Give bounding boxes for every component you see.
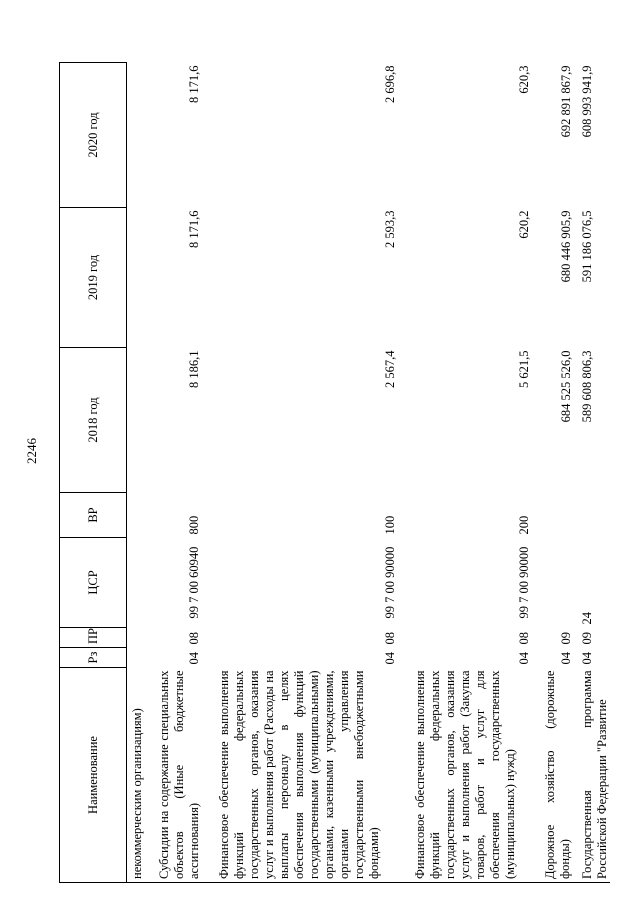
header-rz: Рз: [60, 648, 127, 668]
row-vr: [537, 493, 574, 538]
page-number: 2246: [24, 438, 39, 464]
header-vr: ВР: [60, 493, 127, 538]
header-csr: ЦСР: [60, 538, 127, 628]
row-rz: 04: [516, 652, 531, 665]
row-2018: 8 186,1: [186, 350, 201, 388]
row-csr: 99 7 00 90000: [382, 546, 397, 619]
table-row-continuation: [127, 63, 157, 883]
row-2018: 2 567,4: [382, 350, 397, 388]
row-2020: 620,3: [516, 65, 531, 94]
row-csr: 99 7 00 60940: [186, 546, 201, 619]
table-row: [537, 63, 574, 883]
row-csr: 24: [579, 612, 594, 625]
row-pr: 08: [516, 632, 531, 645]
row-2019: 2 593,3: [382, 210, 397, 248]
row-2018: 5 621,5: [516, 350, 531, 388]
header-name: Наименование: [60, 668, 127, 883]
row-csr: 99 7 00 90000: [516, 546, 531, 619]
row-name: Дорожное хозяйство (дорожные фонды): [537, 668, 574, 883]
row-vr: 100: [382, 515, 397, 535]
header-2020: 2020 год: [60, 63, 127, 208]
header-2019: 2019 год: [60, 208, 127, 348]
row-rz: 04: [382, 652, 397, 665]
row-name: Субсидии на содержание специальных объектов (Иные бюджетные ассигнования): [157, 668, 209, 883]
row-2019: 591 186 076,5: [579, 210, 594, 283]
row-2018: 589 608 806,3: [579, 350, 594, 423]
row-pr: 09: [558, 632, 573, 645]
row-rz: 04: [558, 652, 573, 665]
header-2018: 2018 год: [60, 348, 127, 493]
row-rz: 04: [186, 652, 201, 665]
budget-table: [59, 62, 610, 883]
rotated-page: [59, 63, 609, 883]
table-row: [209, 63, 405, 883]
row-vr: 200: [516, 515, 531, 535]
table-header-row: [60, 63, 127, 883]
row-rz: 04: [579, 652, 594, 665]
table-row: [157, 63, 209, 883]
row-2020: 608 993 941,9: [579, 65, 594, 138]
row-name: Финансовое обеспечение выполнения функций федеральных государственных органов, оказания услуг и выполнения работ (Расходы на выплаты персоналу в целях обеспечения выполнения функций государственными (муниципальными) органами, казенными учреждениями, органами управления государственными внебюджетными фондами): [209, 668, 405, 883]
row-2020: 2 696,8: [382, 65, 397, 103]
header-pr: ПР: [60, 628, 127, 648]
row-2018: 684 525 526,0: [558, 350, 573, 423]
row-csr: [537, 538, 574, 628]
table-row: [405, 63, 537, 883]
row-pr: 08: [186, 632, 201, 645]
row-2020: 692 891 867,9: [558, 65, 573, 138]
row-2020: 8 171,6: [186, 65, 201, 103]
table-row: [574, 63, 610, 883]
row-name: Финансовое обеспечение выполнения функций федеральных государственных органов, оказания услуг и выполнения работ (Закупка товаров, работ и услуг для обеспечения государственных (муниципальных) нужд): [405, 668, 537, 883]
row-vr: 800: [186, 515, 201, 535]
row-vr: [574, 493, 610, 538]
continuation-text: некоммерческим организациям): [127, 63, 157, 883]
row-2019: 620,2: [516, 210, 531, 239]
row-name: Государственная программа Российской Федерации "Развитие: [574, 668, 610, 883]
row-2019: 8 171,6: [186, 210, 201, 248]
row-2019: 680 446 905,9: [558, 210, 573, 283]
row-pr: 08: [382, 632, 397, 645]
row-pr: 09: [579, 632, 594, 645]
